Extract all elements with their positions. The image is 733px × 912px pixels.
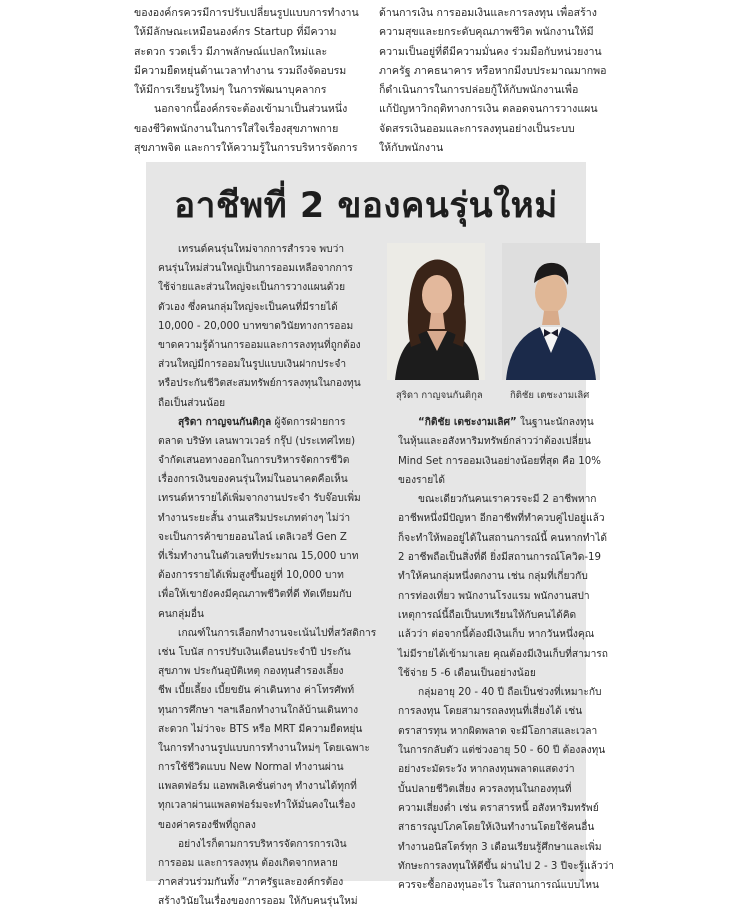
- text-line: บั้นปลายชีวิตเสี่ยง ควรลงทุนในกองทุนที่: [398, 783, 572, 795]
- text-line: การท่องเที่ยว พนักงานโรงแรม พนักงานสปา: [398, 590, 590, 602]
- portrait-photo-man: [502, 243, 600, 380]
- text-line: อย่างระมัดระวัง หากลงทุนพลาดแสดงว่า: [398, 764, 575, 776]
- text-line: ความเป็นอยู่ที่ดีมีความมั่นคง ร่วมมือกับหน่วยงาน: [379, 45, 602, 58]
- text-line: ทุนการศึกษา ฯลฯเลือกทำงานใกล้บ้านเดินทาง: [158, 704, 359, 716]
- text-line: อาชีพหนึ่งมีปัญหา อีกอาชีพที่ทำควบคู่ไปอยู่แล้ว: [398, 513, 605, 525]
- text-line: ให้กับพนักงาน: [379, 142, 444, 155]
- portrait-photo-woman: [387, 243, 485, 380]
- text-line: สาธารณูปโภคโดยให้เงินทำงานโดยใช้คนอื่น: [398, 822, 595, 834]
- text-line: ให้มีการเรียนรู้ใหม่ๆ ในการพัฒนาบุคลากร: [134, 84, 327, 97]
- text-line: เรื่องการเงินของคนรุ่นใหม่ในอนาคตคือเห็น: [158, 474, 348, 486]
- text-line: สุขภาพ ประกันอุบัติเหตุ กองทุนสำรองเลี้ยง: [158, 666, 344, 678]
- text-line: เทรนด์หารายได้เพิ่มจากงานประจำ รับจ๊อบเพิ่ม: [158, 493, 361, 505]
- text-line: ในการทำงานรูปแบบการทำงานใหม่ๆ โดยเฉพาะ: [158, 742, 370, 754]
- text-line: คนกลุ่มอื่น: [158, 608, 204, 620]
- text-line: ทำให้คนกลุ่มหนึ่งตกงาน เช่น กลุ่มที่เกี่ยวกับ: [398, 571, 588, 583]
- text-line: ทำงานอนิสโตร์ทุก 3 เดือนเรียนรู้ศึกษาและเพิ่ม: [398, 841, 602, 853]
- text-line: ให้มีลักษณะเหมือนองค์กร Startup ที่มีความ: [134, 26, 337, 39]
- portrait-man-image: [502, 243, 600, 380]
- text-line: ทำงานระยะสั้น งานเสริมประเภทต่างๆ ไม่ว่า: [158, 512, 351, 524]
- text-line: การออม และการลงทุน ต้องเกิดจากหลาย: [158, 858, 338, 869]
- text-line: ใช้จ่าย 5 -6 เดือนเป็นอย่างน้อย: [398, 667, 536, 679]
- text-line: ทักษะการลงทุนให้ดีขึ้น ผ่านไป 2 - 3 ปีจะรู้แล้วว่า: [398, 860, 614, 872]
- text-line: หรือประกันชีวิตสะสมทรัพย์การลงทุนในกองทุน: [158, 378, 361, 390]
- text-line: ทุกเวลาผ่านแพลตฟอร์มจะทำให้มั่นคงในเรื่อง: [158, 800, 356, 812]
- portrait-woman-image: [387, 243, 485, 380]
- text-line: นอกจากนี้องค์กรจะต้องเข้ามาเป็นส่วนหนึ่ง: [154, 103, 348, 116]
- headline: อาชีพที่ 2 ของคนรุ่นใหม่: [174, 186, 558, 226]
- text-line: อย่างไรก็ตามการบริหารจัดการการเงิน: [178, 838, 347, 850]
- text-line: ก็จะทำให้พออยู่ได้ในสถานการณ์นี้ คนหากทำได้: [398, 532, 607, 544]
- name-kitichai: “กิติชัย เตชะงามเลิศ”: [418, 417, 517, 428]
- text-line: การใช้ชีวิตแบบ New Normal ทำงานผ่าน: [158, 762, 344, 774]
- text-line: เทรนด์คนรุ่นใหม่จากการสำรวจ พบว่า: [178, 244, 345, 255]
- text-line: เช่น โบนัส การปรับเงินเดือนประจำปี ประกัน: [158, 646, 351, 658]
- text-line: “กิติชัย เตชะงามเลิศ” ในฐานะนักลงทุน: [418, 417, 594, 428]
- text-line: ในหุ้นและอสังหาริมทรัพย์กล่าวว่าต้องเปลี่ยน: [398, 436, 591, 448]
- text-line: ส่วนใหญ่มีการออมในรูปแบบเงินฝากประจำ: [158, 359, 347, 371]
- caption-woman: สุริดา กาญจนกันติกุล: [396, 390, 483, 401]
- text-line: ตลาด บริษัท เลนพาวเวอร์ กรุ๊ป (ประเทศไทย): [158, 435, 356, 447]
- text-line: เกณฑ์ในการเลือกทำงานจะเน้นไปที่สวัสดิการ: [178, 627, 377, 639]
- text-line: Mind Set การออมเงินอย่างน้อยที่สุด คือ 10%: [398, 455, 601, 467]
- text-line: ของชีวิตพนักงานในการใส่ใจเรื่องสุขภาพกาย: [134, 122, 339, 135]
- text-line: ตราสารทุน หากผิดพลาด จะมีโอกาสและเวลา: [398, 725, 598, 737]
- text-line: แล้วว่า ต่อจากนี้ต้องมีเงินเก็บ หากวันหนึ่งคุณ: [398, 629, 595, 641]
- text-line: มีความยืดหยุ่นด้านเวลาทำงาน รวมถึงจัดอบรม: [134, 64, 347, 77]
- text-line: จำกัดเสนอทางออกในการบริหารจัดการชีวิต: [158, 455, 350, 467]
- text-line: 10,000 - 20,000 บาทขาดวินัยทางการออม: [158, 320, 354, 332]
- text-line: 2 อาชีพถือเป็นสิ่งที่ดี ยิ่งมีสถานการณ์โควิด-19: [398, 552, 601, 564]
- top-right-column: [379, 4, 619, 158]
- text-line: การลงทุน โดยสามารถลงทุนที่เสี่ยงได้ เช่น: [398, 706, 583, 718]
- text-line: เหตุการณ์นี้ถือเป็นบทเรียนให้กับคนได้คิด: [398, 609, 577, 621]
- text-line: ด้านการเงิน การออมเงินและการลงทุน เพื่อสร้าง: [379, 7, 597, 19]
- text-line: ความเสี่ยงต่ำ เช่น ตราสารหนี้ อสังหาริมทรัพย์: [398, 802, 599, 814]
- text-line: ขณะเดียวกันคนเราควรจะมี 2 อาชีพหาก: [418, 494, 597, 506]
- text-line: เพื่อให้เขายังคงมีคุณภาพชีวิตที่ดี ทัดเทียมกับ: [158, 589, 352, 601]
- body-left-column: [158, 240, 377, 912]
- text-line: ในการกลับตัว แต่ช่วงอายุ 50 - 60 ปี ต้องลงทุน: [398, 745, 606, 757]
- name-suridha: สุริดา กาญจนกันติกุล: [178, 416, 272, 428]
- text-line: ที่เริ่มทำงานในตัวเลขที่ประมาณ 15,000 บาท: [158, 551, 359, 562]
- text-line: ถือเป็นส่วนน้อย: [158, 397, 226, 409]
- text-line: แก้ปัญหาวิกฤติทางการเงิน ตลอดจนการวางแผน: [379, 103, 598, 116]
- text-line: จะเป็นการค้าขายออนไลน์ เดลิเวอรี่ Gen Z: [158, 531, 347, 543]
- text-line: กลุ่มอายุ 20 - 40 ปี ถือเป็นช่วงที่เหมาะกับ: [418, 687, 602, 699]
- text-line: ขาดความรู้ด้านการออมและการลงทุนที่ถูกต้อง: [158, 339, 361, 351]
- text-line: ก็ดำเนินการในการปล่อยกู้ให้กับพนักงานเพื่อ: [379, 84, 579, 97]
- text-line: สร้างวินัยในเรื่องของการออม ให้กับคนรุ่นใหม่: [158, 896, 358, 908]
- body-right-column: [398, 413, 614, 895]
- text-line: ของค่าครองชีพที่ถูกลง: [158, 819, 256, 831]
- top-left-column: [134, 4, 372, 158]
- text-line: ภาคส่วนร่วมกันทั้ง “ภาครัฐและองค์กรต้อง: [158, 877, 344, 889]
- text-line: ใช้จ่ายและส่วนใหญ่จะเป็นการวางแผนด้วย: [158, 282, 346, 294]
- text-line: สะดวก รวดเร็ว มีภาพลักษณ์แปลกใหม่และ: [134, 45, 328, 58]
- text-line: ต้องการรายได้เพิ่มสูงขึ้นอยู่ที่ 10,000 บาท: [158, 570, 344, 582]
- text-line: สะดวก ไม่ว่าจะ BTS หรือ MRT มีความยืดหยุ่น: [158, 723, 363, 735]
- text-line: สุขภาพจิต และการให้ความรู้ในการบริหารจัดการ: [134, 142, 358, 155]
- text-line: ขององค์กรควรมีการปรับเปลี่ยนรูปแบบการทำงาน: [134, 7, 359, 19]
- caption-man: กิติชัย เตชะงามเลิศ: [510, 390, 590, 401]
- text-line: ความสุขและยกระดับคุณภาพชีวิต พนักงานให้มี: [379, 26, 594, 39]
- text-line: จัดสรรเงินออมและการลงทุนอย่างเป็นระบบ: [379, 122, 575, 135]
- text-line: คนรุ่นใหม่ส่วนใหญ่เป็นการออมเหลือจากการ: [158, 263, 353, 275]
- text-line: ควรจะซื้อกองทุนอะไร ในสถานการณ์แบบไหน: [398, 880, 599, 892]
- text-line: ตัวเอง ซึ่งคนกลุ่มใหญ่จะเป็นคนที่มีรายได้: [158, 301, 338, 313]
- text-line: ของรายได้: [398, 474, 445, 486]
- text-line: ภาครัฐ ภาคธนาคาร หรือหากมีงบประมาณมากพอ: [379, 64, 607, 77]
- text-line: สุริดา กาญจนกันติกุล ผู้จัดการฝ่ายการ: [178, 416, 346, 428]
- text-line: ไม่มีรายได้เข้ามาเลย คุณต้องมีเงินเก็บที่สามารถ: [398, 648, 608, 660]
- text-line: ชีพ เบี้ยเลี้ยง เบี้ยขยัน ค่าเดินทาง ค่าโทรศัพท์: [158, 685, 355, 697]
- text-line: แพลตฟอร์ม แอพพลิเคชั่นต่างๆ ทำงานได้ทุกที่: [158, 781, 357, 793]
